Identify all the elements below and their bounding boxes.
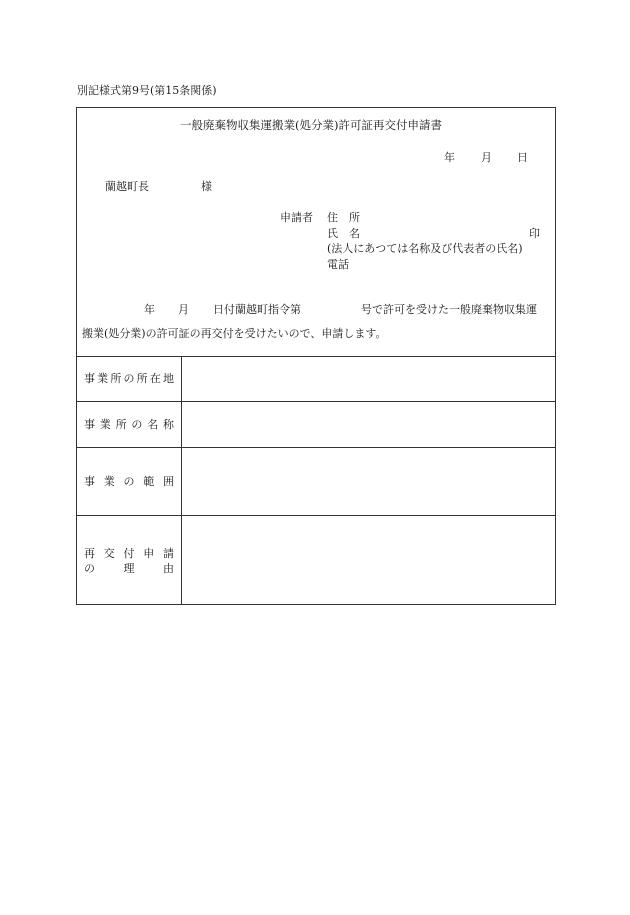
applicant-note: (法人にあつては名称及び代表者の氏名) bbox=[327, 242, 523, 255]
statement-permit-suffix: 号で許可を受けた一般廃棄物収集運 bbox=[361, 303, 537, 316]
row-label-office-location: 事業所の所在地 bbox=[84, 372, 174, 385]
reissue-reason-cell[interactable] bbox=[182, 516, 555, 604]
statement-month: 月 bbox=[178, 303, 189, 316]
row-label-business-scope: 事業の範囲 bbox=[84, 475, 174, 488]
date-day: 日 bbox=[517, 151, 528, 164]
application-form bbox=[76, 107, 556, 605]
row-label-office-name: 事業所の名称 bbox=[84, 418, 174, 431]
applicant-address-label: 住 所 bbox=[327, 211, 360, 224]
statement-permit-prefix: 日付蘭越町指令第 bbox=[213, 303, 301, 316]
addressee-name: 蘭越町長 bbox=[105, 180, 149, 193]
office-name-cell[interactable] bbox=[182, 402, 555, 447]
statement-year: 年 bbox=[144, 303, 155, 316]
form-title: 一般廃棄物収集運搬業(処分業)許可証再交付申請書 bbox=[180, 118, 442, 132]
date-year: 年 bbox=[444, 151, 455, 164]
date-month: 月 bbox=[481, 151, 492, 164]
business-scope-cell[interactable] bbox=[182, 448, 555, 515]
applicant-phone-label: 電話 bbox=[327, 258, 349, 271]
row-label-reissue-reason-line1: 再交付申請 bbox=[84, 547, 174, 560]
statement-line-2: 搬業(処分業)の許可証の再交付を受けたいので、申請します。 bbox=[82, 327, 387, 340]
addressee-honorific: 様 bbox=[201, 180, 212, 193]
applicant-name-label: 氏 名 bbox=[327, 227, 360, 240]
row-label-reissue-reason-line2: の理由 bbox=[84, 562, 174, 575]
form-number-label: 別記様式第9号(第15条関係) bbox=[77, 84, 217, 97]
office-location-cell[interactable] bbox=[182, 357, 555, 401]
applicant-label: 申請者 bbox=[280, 211, 313, 224]
seal-mark: 印 bbox=[529, 227, 540, 240]
